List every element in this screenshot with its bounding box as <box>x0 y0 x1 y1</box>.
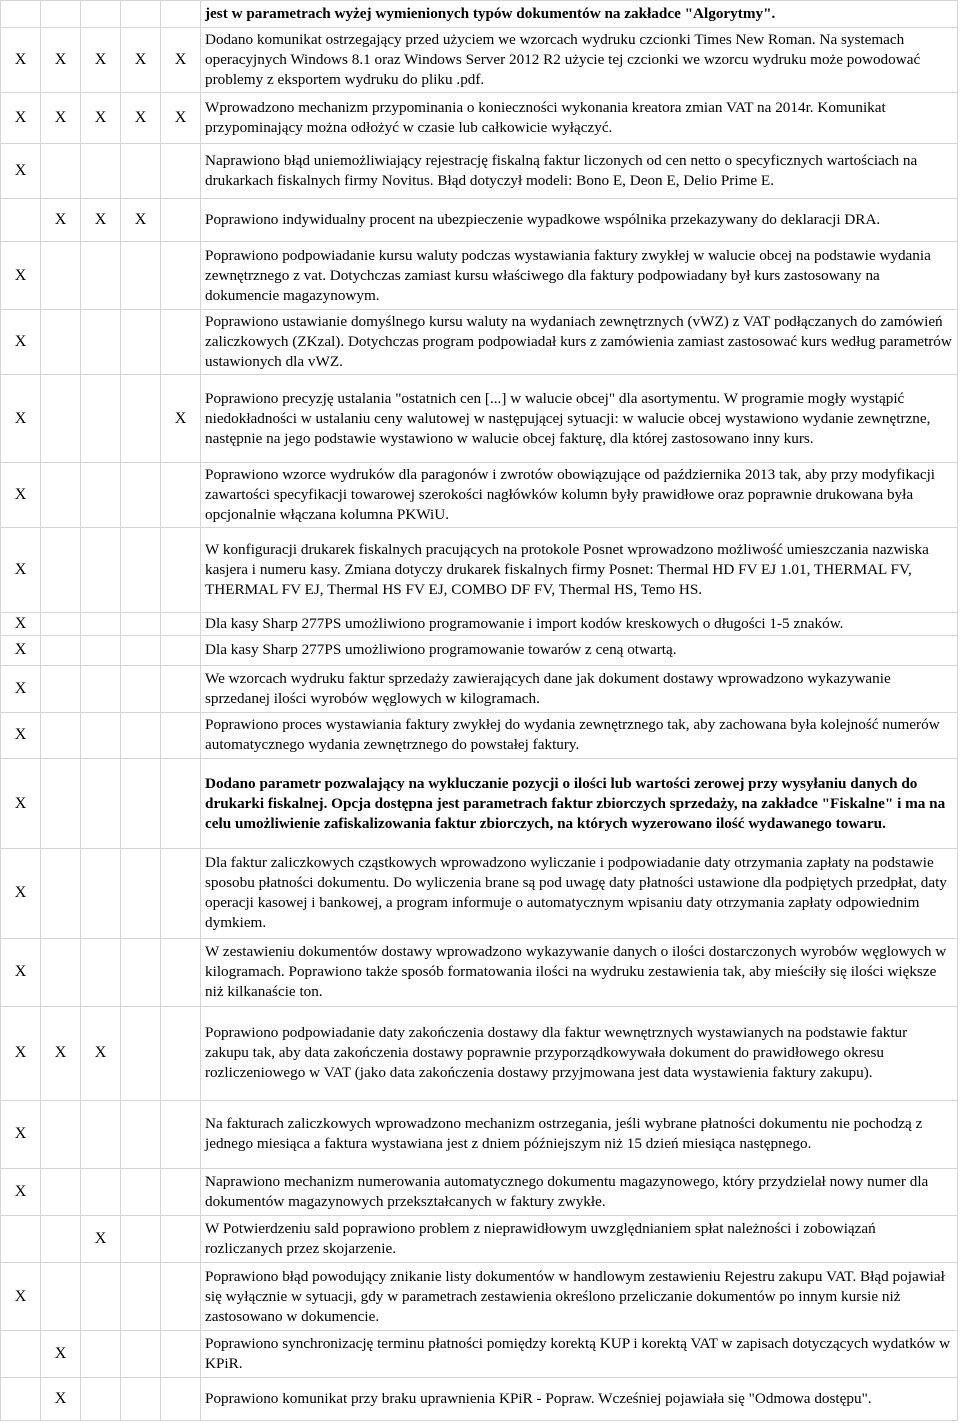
table-row <box>1 849 958 939</box>
version-mark-cell <box>161 1169 201 1216</box>
table-row <box>1 1262 958 1330</box>
version-mark-cell <box>81 1100 121 1168</box>
change-description: Naprawiono mechanizm numerowania automatycznego dokumentu magazynowego, który przydzielał nowy numer dla dokumentów magazynowych przekształcanych w faktury zwykłe. <box>201 1169 958 1216</box>
version-mark-cell: X <box>1 635 41 665</box>
version-mark-cell: X <box>1 712 41 759</box>
version-mark-cell <box>161 1100 201 1168</box>
table-row <box>1 242 958 310</box>
version-mark-cell <box>121 759 161 849</box>
version-mark-cell <box>161 1006 201 1100</box>
change-description: Poprawiono podpowiadanie daty zakończenia dostawy dla faktur wewnętrznych wystawianych na podstawie faktur zakupu tak, aby data zakończenia dostawy poprawnie przyporządkowywała dokument do prawidłowego okresu rozliczeniowego w VAT (jako data zakończenia dostawy przyjmowana jest data wystawienia faktury zakupu). <box>201 1006 958 1100</box>
version-mark-cell <box>121 1378 161 1421</box>
version-mark-cell: X <box>81 199 121 242</box>
change-description: We wzorcach wydruku faktur sprzedaży zawierających dane jak dokument dostawy wprowadzono wykazywanie sprzedanej ilości wyrobów węglowych w kilogramach. <box>201 665 958 712</box>
version-mark-cell <box>81 375 121 462</box>
version-mark-cell: X <box>1 310 41 375</box>
version-mark-cell <box>81 938 121 1006</box>
change-description: Na fakturach zaliczkowych wprowadzono mechanizm ostrzegania, jeśli wybrane płatności dokumentu nie pochodzą z jednego miesiąca a faktura wystawiana jest z dniem późniejszym niż 15 dzień miesiąca następnego. <box>201 1100 958 1168</box>
table-row <box>1 759 958 849</box>
version-mark-cell: X <box>1 375 41 462</box>
version-mark-cell <box>1 1378 41 1421</box>
version-mark-cell <box>81 635 121 665</box>
version-mark-cell: X <box>121 27 161 92</box>
version-mark-cell <box>161 143 201 198</box>
version-mark-cell <box>81 665 121 712</box>
version-mark-cell: X <box>1 27 41 92</box>
version-mark-cell <box>41 1262 81 1330</box>
table-row <box>1 92 958 143</box>
version-mark-cell: X <box>1 938 41 1006</box>
version-mark-cell: X <box>1 1100 41 1168</box>
changelog-rows <box>1 1 958 1421</box>
version-mark-cell <box>41 1169 81 1216</box>
version-mark-cell <box>121 143 161 198</box>
version-mark-cell <box>121 613 161 635</box>
version-mark-cell <box>161 1331 201 1378</box>
version-mark-cell <box>41 712 81 759</box>
version-mark-cell <box>161 635 201 665</box>
version-mark-cell <box>161 1 201 28</box>
change-description: Poprawiono synchronizację terminu płatności pomiędzy korektą KUP i korektą VAT w zapisach dotyczących wydatków w KPiR. <box>201 1331 958 1378</box>
table-row <box>1 635 958 665</box>
change-description: Poprawiono ustawianie domyślnego kursu waluty na wydaniach zewnętrznych (vWZ) z VAT podłączanych do zamówień zaliczkowych (ZKzal). Dotychczas program podpowiadał kurs z zamówienia zamiast zastosować kurs według parametrów ustawionych dla vWZ. <box>201 310 958 375</box>
version-mark-cell <box>161 462 201 527</box>
version-mark-cell: X <box>1 759 41 849</box>
version-mark-cell <box>41 613 81 635</box>
version-mark-cell <box>121 849 161 939</box>
table-row <box>1 938 958 1006</box>
change-description: W konfiguracji drukarek fiskalnych pracujących na protokole Posnet wprowadzono możliwość umieszczania nazwiska kasjera i numeru kasy. Zmiana dotyczy drukarek fiskalnych firmy Posnet: Thermal HD FV EJ 1.01, THERMAL FV, THERMAL FV EJ, Thermal HS FV EJ, COMBO DF FV, Thermal HS, Temo HS. <box>201 527 958 612</box>
version-mark-cell <box>81 1378 121 1421</box>
table-row <box>1 1006 958 1100</box>
table-row <box>1 462 958 527</box>
version-mark-cell <box>81 1 121 28</box>
version-mark-cell <box>161 613 201 635</box>
version-mark-cell <box>81 849 121 939</box>
version-mark-cell: X <box>81 1006 121 1100</box>
version-mark-cell <box>161 1216 201 1263</box>
version-mark-cell <box>121 242 161 310</box>
version-mark-cell <box>121 635 161 665</box>
version-mark-cell: X <box>161 92 201 143</box>
version-mark-cell: X <box>41 199 81 242</box>
version-mark-cell <box>161 199 201 242</box>
table-row <box>1 1331 958 1378</box>
change-description: Poprawiono precyzję ustalania "ostatnich cen [...] w walucie obcej" dla asortymentu. W programie mogły wystąpić niedokładności w ustalaniu ceny walutowej w następującej sytuacji: w walucie obcej wystawiono wydanie zewnętrzne, następnie na jego podstawie wystawiono w walucie obcej fakturę, dla której zastosowano inny kurs. <box>201 375 958 462</box>
version-mark-cell <box>121 1169 161 1216</box>
version-mark-cell <box>161 712 201 759</box>
version-mark-cell <box>81 310 121 375</box>
version-mark-cell: X <box>161 375 201 462</box>
change-description: W Potwierdzeniu sald poprawiono problem z nieprawidłowym uwzględnianiem spłat należności i zobowiązań rozliczanych przez skojarzenie. <box>201 1216 958 1263</box>
version-mark-cell <box>161 527 201 612</box>
change-description: W zestawieniu dokumentów dostawy wprowadzono wykazywanie danych o ilości dostarczonych wyrobów węglowych w kilogramach. Poprawiono także sposób formatowania ilości na wydruku zestawienia tak, aby mieściły się ilości większe niż kilkanaście ton. <box>201 938 958 1006</box>
change-description: Poprawiono komunikat przy braku uprawnienia KPiR - Popraw. Wcześniej pojawiała się "Odmowa dostępu". <box>201 1378 958 1421</box>
version-mark-cell: X <box>1 665 41 712</box>
change-description: Poprawiono błąd powodujący znikanie listy dokumentów w handlowym zestawieniu Rejestru zakupu VAT. Błąd pojawiał się wyłącznie w sytuacji, gdy w parametrach zestawienia określono przeliczanie dokumentów po innym kursie niż zastosowano w dokumencie. <box>201 1262 958 1330</box>
version-mark-cell <box>1 1 41 28</box>
version-mark-cell <box>41 462 81 527</box>
table-row <box>1 613 958 635</box>
table-row <box>1 527 958 612</box>
version-mark-cell <box>41 938 81 1006</box>
change-description: Poprawiono indywidualny procent na ubezpieczenie wypadkowe wspólnika przekazywany do deklaracji DRA. <box>201 199 958 242</box>
version-mark-cell: X <box>1 92 41 143</box>
change-description: Naprawiono błąd uniemożliwiający rejestrację fiskalną faktur liczonych od cen netto o specyficznych wartościach na drukarkach fiskalnych firmy Novitus. Błąd dotyczył modeli: Bono E, Deon E, Delio Prime E. <box>201 143 958 198</box>
version-mark-cell <box>41 665 81 712</box>
version-mark-cell: X <box>1 1262 41 1330</box>
table-row <box>1 665 958 712</box>
version-mark-cell <box>1 1216 41 1263</box>
version-mark-cell: X <box>1 849 41 939</box>
version-mark-cell <box>121 1100 161 1168</box>
version-mark-cell <box>161 938 201 1006</box>
version-mark-cell <box>81 1331 121 1378</box>
version-mark-cell <box>161 310 201 375</box>
version-mark-cell <box>121 1216 161 1263</box>
version-mark-cell: X <box>1 143 41 198</box>
version-mark-cell <box>121 1262 161 1330</box>
version-mark-cell <box>81 527 121 612</box>
version-mark-cell: X <box>81 92 121 143</box>
change-description: Poprawiono proces wystawiania faktury zwykłej do wydania zewnętrznego tak, aby zachowana była kolejność numerów automatycznego wydania zewnętrznego do powstałej faktury. <box>201 712 958 759</box>
change-description: Poprawiono wzorce wydruków dla paragonów i zwrotów obowiązujące od października 2013 tak, aby przy modyfikacji zawartości specyfikacji towarowej szerokości nagłówków kolumn były prawidłowe oraz poprawnie drukowana była opcjonalnie włączana kolumna PKWiU. <box>201 462 958 527</box>
version-mark-cell: X <box>81 27 121 92</box>
version-mark-cell <box>41 310 81 375</box>
version-mark-cell <box>121 712 161 759</box>
version-mark-cell <box>41 849 81 939</box>
change-description: Wprowadzono mechanizm przypominania o konieczności wykonania kreatora zmian VAT na 2014r. Komunikat przypominający można odłożyć w czasie lub całkowicie wyłączyć. <box>201 92 958 143</box>
version-mark-cell <box>161 665 201 712</box>
change-description: Dla kasy Sharp 277PS umożliwiono programowanie i import kodów kreskowych o długości 1-5 znaków. <box>201 613 958 635</box>
version-mark-cell: X <box>1 242 41 310</box>
version-mark-cell <box>161 242 201 310</box>
table-row <box>1 1216 958 1263</box>
version-mark-cell <box>81 1169 121 1216</box>
version-mark-cell <box>161 849 201 939</box>
version-mark-cell: X <box>1 527 41 612</box>
version-mark-cell <box>121 1 161 28</box>
table-row <box>1 27 958 92</box>
version-mark-cell <box>1 1331 41 1378</box>
version-mark-cell <box>41 759 81 849</box>
version-mark-cell <box>1 199 41 242</box>
version-mark-cell <box>41 1 81 28</box>
version-mark-cell <box>121 1331 161 1378</box>
version-mark-cell <box>81 242 121 310</box>
change-description: jest w parametrach wyżej wymienionych typów dokumentów na zakładce "Algorytmy". <box>201 1 958 28</box>
version-mark-cell: X <box>41 1006 81 1100</box>
version-mark-cell <box>81 759 121 849</box>
version-mark-cell <box>41 242 81 310</box>
version-mark-cell <box>81 613 121 635</box>
table-row <box>1 1100 958 1168</box>
version-mark-cell <box>121 527 161 612</box>
version-mark-cell <box>41 375 81 462</box>
version-mark-cell <box>121 310 161 375</box>
table-row <box>1 375 958 462</box>
table-row <box>1 143 958 198</box>
table-row <box>1 199 958 242</box>
version-mark-cell: X <box>121 92 161 143</box>
version-mark-cell: X <box>1 613 41 635</box>
table-row <box>1 1378 958 1421</box>
version-mark-cell <box>121 375 161 462</box>
table-row <box>1 310 958 375</box>
change-description: Poprawiono podpowiadanie kursu waluty podczas wystawiania faktury zwykłej w walucie obcej na podstawie wydania zewnętrznego z vat. Dotychczas zamiast kursu właściwego dla faktury podpowiadany był kurs zastosowany na dokumencie magazynowym. <box>201 242 958 310</box>
version-mark-cell: X <box>1 462 41 527</box>
version-mark-cell: X <box>1 1006 41 1100</box>
change-description: Dodano parametr pozwalający na wykluczanie pozycji o ilości lub wartości zerowej przy wysyłaniu danych do drukarki fiskalnej. Opcja dostępna jest parametrach faktur zbiorczych sprzedaży, na zakładce "Fiskalne" i ma na celu umożliwienie zafiskalizowania faktur zbiorczych, na których wyzerowano ilość wydawanego towaru. <box>201 759 958 849</box>
version-mark-cell: X <box>41 1378 81 1421</box>
version-mark-cell <box>81 143 121 198</box>
version-mark-cell: X <box>41 27 81 92</box>
version-mark-cell: X <box>161 27 201 92</box>
version-mark-cell <box>121 462 161 527</box>
version-mark-cell <box>41 1100 81 1168</box>
version-mark-cell <box>81 1262 121 1330</box>
version-mark-cell: X <box>121 199 161 242</box>
version-mark-cell <box>41 143 81 198</box>
version-mark-cell: X <box>41 92 81 143</box>
table-row <box>1 712 958 759</box>
table-row <box>1 1 958 28</box>
table-row <box>1 1169 958 1216</box>
version-mark-cell <box>41 635 81 665</box>
change-description: Dla faktur zaliczkowych cząstkowych wprowadzono wyliczanie i podpowiadanie daty otrzymania zapłaty na podstawie sposobu płatności dokumentu. Do wyliczenia brane są pod uwagę daty płatności ustawione dla podpiętych przedpłat, daty operacji kasowej i bankowej, a program informuje o automatycznym wpisaniu daty otrzymania zapłaty odpowiednim dymkiem. <box>201 849 958 939</box>
version-mark-cell <box>81 712 121 759</box>
change-description: Dodano komunikat ostrzegający przed użyciem we wzorcach wydruku czcionki Times New Roman. Na systemach operacyjnych Windows 8.1 oraz Windows Server 2012 R2 użycie tej czcionki we wzorcu wydruku może powodować problemy z eksportem wydruku do pliku .pdf. <box>201 27 958 92</box>
version-mark-cell <box>121 1006 161 1100</box>
version-mark-cell: X <box>1 1169 41 1216</box>
version-mark-cell <box>41 1216 81 1263</box>
version-mark-cell: X <box>41 1331 81 1378</box>
version-mark-cell <box>41 527 81 612</box>
version-mark-cell <box>161 1262 201 1330</box>
version-mark-cell <box>161 1378 201 1421</box>
change-description: Dla kasy Sharp 277PS umożliwiono programowanie towarów z ceną otwartą. <box>201 635 958 665</box>
version-mark-cell <box>81 462 121 527</box>
version-mark-cell: X <box>81 1216 121 1263</box>
version-mark-cell <box>121 665 161 712</box>
version-mark-cell <box>161 759 201 849</box>
version-mark-cell <box>121 938 161 1006</box>
